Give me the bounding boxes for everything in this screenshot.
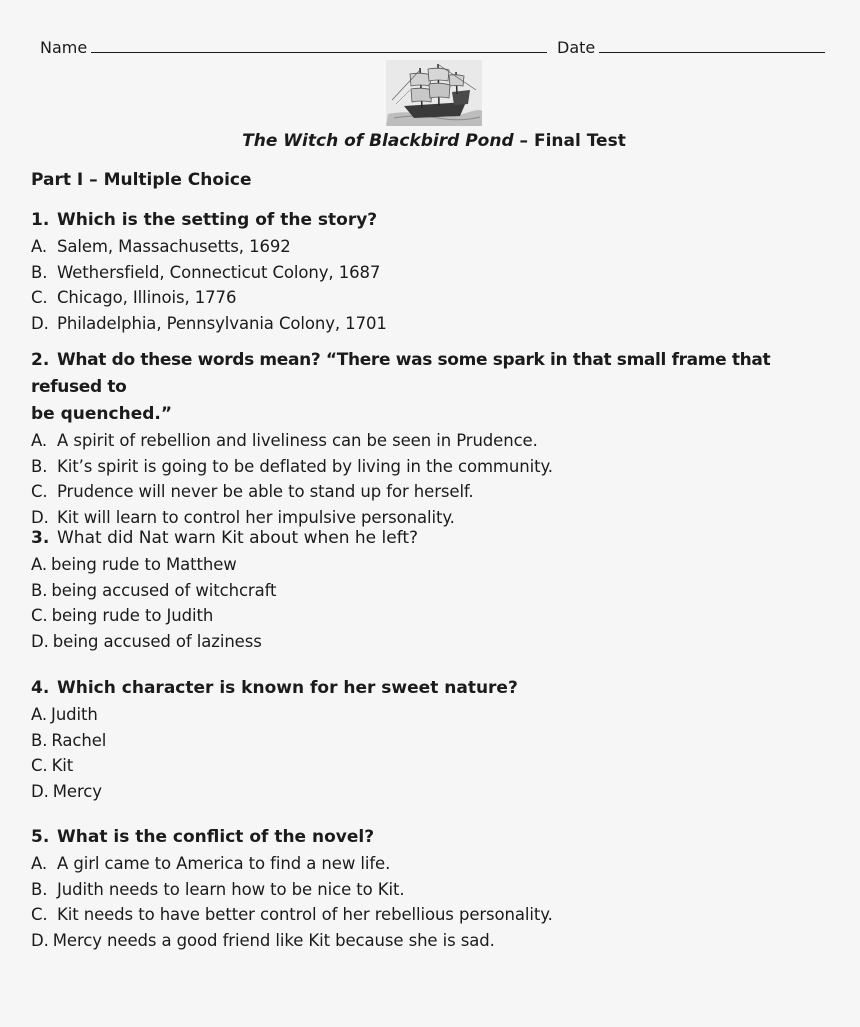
option-text: Kit will learn to control her impulsive personality. xyxy=(57,507,455,527)
question-2-prompt xyxy=(31,347,831,401)
question-text: Which is the setting of the story? xyxy=(57,210,378,230)
question-number: 3. xyxy=(31,528,50,548)
option-text: Judith needs to learn how to be nice to Kit. xyxy=(57,879,405,899)
option-text: being accused of laziness xyxy=(52,631,262,651)
option-text: being rude to Judith xyxy=(51,606,214,626)
option-letter: D. xyxy=(31,507,49,527)
option-text: Kit’s spirit is going to be deflated by living in the community. xyxy=(57,456,553,476)
question-3-prompt xyxy=(31,525,831,552)
book-title: The Witch of Blackbird Pond xyxy=(242,131,514,151)
option-letter: A. xyxy=(31,237,48,256)
option-2b[interactable] xyxy=(31,454,831,480)
option-4c[interactable] xyxy=(31,753,831,779)
option-letter: D. xyxy=(31,930,49,950)
option-1b[interactable] xyxy=(31,260,831,286)
option-5b[interactable] xyxy=(31,877,831,903)
question-1 xyxy=(31,207,831,336)
date-blank-line[interactable] xyxy=(599,38,825,53)
option-text: Rachel xyxy=(51,730,107,750)
option-text: Kit needs to have better control of her rebellious personality. xyxy=(57,905,553,925)
option-3b[interactable] xyxy=(31,578,831,604)
option-5a[interactable] xyxy=(31,851,831,877)
option-1c[interactable] xyxy=(31,285,831,311)
option-letter: C. xyxy=(31,288,48,308)
option-text: Judith xyxy=(51,705,98,724)
test-title-suffix: – Final Test xyxy=(513,131,626,151)
question-text: What do these words mean? “There was some spark in that small frame that refused to xyxy=(31,350,771,397)
option-5c[interactable] xyxy=(31,902,831,928)
option-letter: A. xyxy=(31,705,48,724)
option-letter: C. xyxy=(31,606,48,626)
question-text: What is the conflict of the novel? xyxy=(57,827,375,847)
option-text: A girl came to America to find a new life. xyxy=(57,854,391,873)
question-text: Which character is known for her sweet nature? xyxy=(57,678,518,698)
option-letter: D. xyxy=(31,313,49,333)
option-letter: B. xyxy=(31,879,48,899)
option-text: Mercy needs a good friend like Kit because she is sad. xyxy=(52,930,495,950)
option-text: Salem, Massachusetts, 1692 xyxy=(57,237,291,256)
question-number: 5. xyxy=(31,827,50,847)
option-text: Kit xyxy=(51,756,74,776)
option-text: being rude to Matthew xyxy=(51,555,237,574)
question-5-prompt xyxy=(31,824,831,851)
option-letter: C. xyxy=(31,905,48,925)
question-4 xyxy=(31,675,831,804)
option-1d[interactable] xyxy=(31,311,831,337)
option-4d[interactable] xyxy=(31,779,831,805)
option-text: Mercy xyxy=(52,781,102,801)
part-heading: Part I – Multiple Choice xyxy=(31,170,252,190)
option-3d[interactable] xyxy=(31,629,831,655)
option-text: Prudence will never be able to stand up for herself. xyxy=(57,482,474,502)
question-1-prompt xyxy=(31,207,831,234)
name-label: Name xyxy=(40,38,88,57)
question-text: What did Nat warn Kit about when he left? xyxy=(57,528,419,548)
option-text: being accused of witchcraft xyxy=(51,580,277,600)
option-4a[interactable] xyxy=(31,702,831,728)
option-letter: A. xyxy=(31,854,48,873)
option-letter: B. xyxy=(31,580,48,600)
option-letter: D. xyxy=(31,631,49,651)
question-number: 4. xyxy=(31,678,50,698)
option-text: Philadelphia, Pennsylvania Colony, 1701 xyxy=(57,313,387,333)
option-5d[interactable] xyxy=(31,928,831,954)
option-letter: C. xyxy=(31,756,48,776)
question-3 xyxy=(31,525,831,654)
date-field[interactable] xyxy=(557,38,825,57)
option-3a[interactable] xyxy=(31,552,831,578)
option-letter: A. xyxy=(31,555,48,574)
option-text: Chicago, Illinois, 1776 xyxy=(57,288,237,308)
date-label: Date xyxy=(557,38,596,57)
option-3c[interactable] xyxy=(31,603,831,629)
option-text: A spirit of rebellion and liveliness can be seen in Prudence. xyxy=(57,431,538,450)
option-2a[interactable] xyxy=(31,428,831,454)
option-text: Wethersfield, Connecticut Colony, 1687 xyxy=(57,262,381,282)
question-2 xyxy=(31,347,831,530)
name-field[interactable] xyxy=(40,38,547,57)
option-letter: B. xyxy=(31,730,48,750)
question-2-prompt-continued: be quenched.” xyxy=(31,404,173,424)
question-4-prompt xyxy=(31,675,831,702)
test-title xyxy=(0,131,860,151)
option-letter: D. xyxy=(31,781,49,801)
question-number: 1. xyxy=(31,210,50,230)
option-letter: C. xyxy=(31,482,48,502)
option-1a[interactable] xyxy=(31,234,831,260)
question-number: 2. xyxy=(31,350,50,370)
option-letter: B. xyxy=(31,456,48,476)
option-letter: B. xyxy=(31,262,48,282)
option-letter: A. xyxy=(31,431,48,450)
option-2c[interactable] xyxy=(31,479,831,505)
question-5 xyxy=(31,824,831,953)
sailing-ship-icon xyxy=(386,60,482,126)
name-blank-line[interactable] xyxy=(91,38,547,53)
option-4b[interactable] xyxy=(31,728,831,754)
